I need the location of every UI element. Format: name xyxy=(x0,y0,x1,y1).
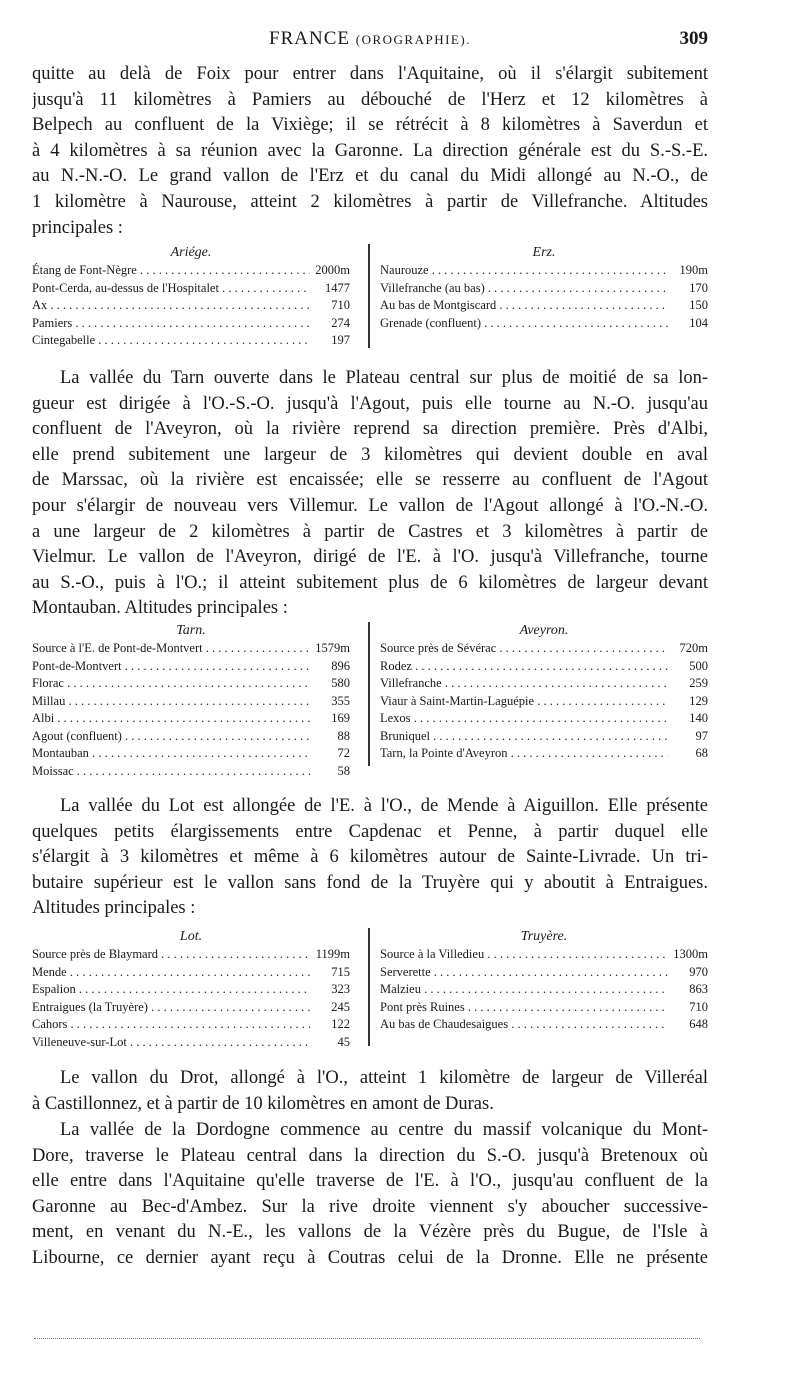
place-name: Villefranche (au bas) . . . xyxy=(380,280,668,298)
altitude-value: 648 xyxy=(689,1017,708,1031)
altitude-column-aveyron xyxy=(380,622,708,763)
place-name: Grenade (confluent) . . . xyxy=(380,315,668,333)
altitude-table-lot-truyere xyxy=(32,928,708,1054)
column-heading: Erz. xyxy=(532,245,556,260)
altitude-table-ariege-erz xyxy=(32,244,708,352)
altitude-row xyxy=(380,262,708,280)
text-line: à 4 kilomètres à sa réunion avec la Garonne. La direction générale est du S.-S.-E. xyxy=(32,140,708,161)
altitude-value: 720m xyxy=(679,641,708,655)
altitude-value: 170 xyxy=(689,280,708,295)
altitude-row xyxy=(32,999,350,1017)
running-title xyxy=(32,28,708,50)
altitude-value: 710 xyxy=(689,999,708,1014)
altitude-value: 58 xyxy=(337,763,350,778)
altitude-row xyxy=(32,946,350,964)
altitude-row xyxy=(380,315,708,333)
text-line: au N.-N.-O. Le grand vallon de l'Erz et du canal du Midi allongé au N.-O., de xyxy=(32,166,708,187)
place-name: Étang de Font-Nègre . . . xyxy=(32,262,310,280)
place-name: Pont près Ruines . . . xyxy=(380,999,668,1017)
text-line: Le vallon du Drot, allongé à l'O., atteint 1 kilomètre de largeur de Villeréal xyxy=(60,1068,708,1088)
place-name: Montauban . . . xyxy=(32,745,310,763)
altitude-value: 122 xyxy=(331,1017,350,1031)
text-line: elle entre dans l'Aquitaine qu'elle traverse de l'E. à l'O., jusqu'au confluent de la xyxy=(32,1171,708,1192)
altitude-row xyxy=(380,710,708,728)
altitude-row xyxy=(380,964,708,982)
altitude-rows xyxy=(380,946,708,1034)
place-name: Cintegabelle . . . xyxy=(32,332,310,350)
place-name: Serverette . . . xyxy=(380,964,668,982)
place-name: Rodez . . . xyxy=(380,658,668,676)
text-line: quelques petits élargissements entre Capdenac et Penne, à partir duquel elle xyxy=(32,821,708,842)
text-line: elle prend subitement une largeur de 3 kilomètres qui devient double en aval xyxy=(32,444,708,465)
altitude-table-tarn-aveyron xyxy=(32,622,708,782)
place-name: Agout (confluent) . . . xyxy=(32,728,310,746)
place-name: Albi . . . xyxy=(32,710,310,728)
altitude-value: 323 xyxy=(331,982,350,996)
altitude-row xyxy=(32,745,350,763)
place-name: Villefranche . . . xyxy=(380,675,668,693)
place-name: Pont-Cerda, au-dessus de l'Hospitalet . . . xyxy=(32,280,310,298)
altitude-column-ariege xyxy=(32,244,350,350)
place-name: Pont-de-Montvert . . . xyxy=(32,658,310,676)
altitude-row xyxy=(32,763,350,781)
altitude-row xyxy=(380,1016,708,1034)
altitude-value: 129 xyxy=(689,693,708,708)
altitude-row xyxy=(32,728,350,746)
altitude-value: 140 xyxy=(689,711,708,725)
altitude-value: 1199m xyxy=(315,947,350,961)
altitude-value: 72 xyxy=(337,746,350,760)
running-header xyxy=(32,28,708,56)
text-line: La vallée de la Dordogne commence au centre du massif volcanique du Mont- xyxy=(60,1120,708,1140)
place-name: Viaur à Saint-Martin-Laguépie . . . xyxy=(380,693,668,711)
altitude-value: 1579m xyxy=(315,641,350,655)
header-subtitle: (OROGRAPHIE). xyxy=(355,32,471,47)
altitude-value: 197 xyxy=(331,333,350,347)
text-line: 1 kilomètre à Naurouse, atteint 2 kilomètres à partir de Villefranche. Altitudes xyxy=(32,191,708,212)
column-heading: Lot. xyxy=(179,929,203,944)
altitude-row xyxy=(380,693,708,711)
altitude-row xyxy=(32,280,350,298)
altitude-value: 500 xyxy=(689,658,708,673)
altitude-row xyxy=(380,640,708,658)
place-name: Tarn, la Pointe d'Aveyron . . . xyxy=(380,745,668,763)
place-name: Malzieu . . . xyxy=(380,981,668,999)
altitude-row xyxy=(32,315,350,333)
altitude-value: 45 xyxy=(337,1034,350,1049)
altitude-column-lot xyxy=(32,928,350,1051)
text-line: confluent de l'Aveyron, où la rivière reprend sa direction première. Près d'Albi, xyxy=(32,419,708,440)
place-name: Espalion . . . xyxy=(32,981,310,999)
altitude-value: 88 xyxy=(337,728,350,743)
column-divider xyxy=(368,928,370,1046)
altitude-value: 97 xyxy=(695,728,708,743)
altitude-row xyxy=(32,1034,350,1052)
column-divider xyxy=(368,244,370,348)
altitude-row xyxy=(380,297,708,315)
altitude-row xyxy=(380,675,708,693)
text-line: pour s'élargir de nouveau vers Villemur. Le vallon de l'Agout allongé à l'O.-N.-O. xyxy=(32,495,708,516)
altitude-row xyxy=(32,693,350,711)
altitude-row xyxy=(380,658,708,676)
altitude-value: 580 xyxy=(331,676,350,690)
text-line: Garonne au Bec-d'Ambez. Sur la rive droite viennent s'y aboucher successive- xyxy=(32,1196,708,1217)
text-line: ment, en venant du N.-E., les vallons de la Vézère près du Bugue, de l'Isle à xyxy=(32,1222,708,1243)
text-line: de Marssac, où la rivière est encaissée; elle se resserre au confluent de l'Agout xyxy=(32,470,708,491)
place-name: Villeneuve-sur-Lot . . . xyxy=(32,1034,310,1052)
altitude-rows xyxy=(380,640,708,763)
altitude-row xyxy=(32,1016,350,1034)
text-line: butaire supérieur est le vallon sans fond de la Truyère qui y aboutit à Entraigues. xyxy=(32,872,708,893)
text-line: Dore, traverse le Plateau central dans la direction du S.-O. jusqu'à Bretenoux où xyxy=(32,1145,708,1166)
place-name: Florac . . . xyxy=(32,675,310,693)
altitude-value: 863 xyxy=(689,982,708,996)
altitude-column-tarn xyxy=(32,622,350,780)
place-name: Millau . . . xyxy=(32,693,310,711)
place-name: Source à la Villedieu . . . xyxy=(380,946,668,964)
place-name: Au bas de Chaudesaigues . . . xyxy=(380,1016,668,1034)
text-line: La vallée du Tarn ouverte dans le Plateau central sur plus de moitié de sa lon- xyxy=(60,368,708,388)
altitude-value: 970 xyxy=(689,964,708,979)
place-name: Mende . . . xyxy=(32,964,310,982)
altitude-row xyxy=(32,297,350,315)
altitude-value: 104 xyxy=(689,315,708,330)
altitude-value: 274 xyxy=(331,315,350,330)
altitude-value: 2000m xyxy=(315,263,350,277)
altitude-value: 355 xyxy=(331,693,350,708)
place-name: Naurouze . . . xyxy=(380,262,668,280)
altitude-row xyxy=(32,262,350,280)
altitude-rows xyxy=(32,640,350,780)
text-line: quitte au delà de Foix pour entrer dans l'Aquitaine, où il s'élargit subitement xyxy=(32,64,708,84)
header-title: FRANCE xyxy=(269,28,350,49)
place-name: Ax . . . xyxy=(32,297,310,315)
place-name: Entraigues (la Truyère) . . . xyxy=(32,999,310,1017)
altitude-column-truyere xyxy=(380,928,708,1034)
altitude-row xyxy=(32,710,350,728)
altitude-row xyxy=(32,640,350,658)
altitude-value: 259 xyxy=(689,676,708,690)
paragraph-ariege xyxy=(32,62,708,241)
altitude-row xyxy=(380,981,708,999)
altitude-row xyxy=(32,964,350,982)
altitude-rows xyxy=(380,262,708,332)
text-line: Altitudes principales : xyxy=(32,898,196,919)
altitude-rows xyxy=(32,262,350,350)
place-name: Source près de Sévérac . . . xyxy=(380,640,668,658)
altitude-row xyxy=(32,675,350,693)
text-line: Montauban. Altitudes principales : xyxy=(32,598,288,619)
altitude-row xyxy=(380,745,708,763)
text-line: jusqu'à 11 kilomètres à Pamiers au débouché de l'Herz et 12 kilomètres à xyxy=(32,89,708,110)
altitude-row xyxy=(32,658,350,676)
text-line: La vallée du Lot est allongée de l'E. à l'O., de Mende à Aiguillon. Elle présente xyxy=(60,796,708,816)
text-line: s'élargit à 3 kilomètres et même à 6 kilomètres autour de Sainte-Livrade. Un tri- xyxy=(32,847,708,868)
altitude-row xyxy=(380,999,708,1017)
place-name: Source près de Blaymard . . . xyxy=(32,946,310,964)
altitude-value: 150 xyxy=(689,298,708,312)
place-name: Pamiers . . . xyxy=(32,315,310,333)
place-name: Bruniquel . . . xyxy=(380,728,668,746)
text-line: a une largeur de 2 kilomètres à partir de Castres et 3 kilomètres à partir de xyxy=(32,521,708,542)
text-line: Belpech au confluent de la Vixiège; il se rétrécit à 8 kilomètres à Saverdun et xyxy=(32,115,708,136)
paragraph-lot xyxy=(32,794,708,922)
altitude-value: 710 xyxy=(331,298,350,312)
paragraph-drot xyxy=(32,1066,708,1117)
place-name: Lexos . . . xyxy=(380,710,668,728)
altitude-row xyxy=(380,280,708,298)
altitude-rows xyxy=(32,946,350,1051)
text-line: à Castillonnez, et à partir de 10 kilomètres en amont de Duras. xyxy=(32,1093,494,1114)
paragraph-tarn xyxy=(32,366,708,622)
altitude-value: 245 xyxy=(331,999,350,1014)
page-number: 309 xyxy=(679,28,708,49)
altitude-row xyxy=(32,332,350,350)
altitude-value: 896 xyxy=(331,658,350,673)
altitude-column-erz xyxy=(380,244,708,332)
footer-dotted-rule xyxy=(34,1338,700,1339)
altitude-value: 68 xyxy=(695,746,708,760)
altitude-value: 1477 xyxy=(325,280,350,295)
paragraph-dordogne xyxy=(32,1118,708,1272)
column-heading: Ariége. xyxy=(170,245,212,260)
altitude-row xyxy=(380,728,708,746)
text-line: Vielmur. Le vallon de l'Aveyron, dirigé de l'E. à l'O. jusqu'à Villefranche, tourne xyxy=(32,547,708,568)
column-heading: Truyère. xyxy=(520,929,568,944)
altitude-row xyxy=(380,946,708,964)
altitude-value: 715 xyxy=(331,964,350,979)
altitude-row xyxy=(32,981,350,999)
place-name: Cahors . . . xyxy=(32,1016,310,1034)
column-heading: Tarn. xyxy=(176,623,206,638)
altitude-value: 1300m xyxy=(673,947,708,961)
place-name: Source à l'E. de Pont-de-Montvert . . . xyxy=(32,640,310,658)
text-line: gueur est dirigée à l'O.-S.-O. jusqu'à l'Agout, puis elle tourne au N.-O. jusqu'au xyxy=(32,393,708,414)
column-heading: Aveyron. xyxy=(519,623,569,638)
column-divider xyxy=(368,622,370,766)
text-line: Libourne, ce dernier ayant reçu à Coutras celui de la Dronne. Elle ne présente xyxy=(32,1247,708,1268)
text-line: au S.-O., puis à l'O.; il atteint subitement plus de 6 kilomètres de largeur devant xyxy=(32,572,708,593)
text-line: principales : xyxy=(32,217,123,238)
place-name: Moissac . . . xyxy=(32,763,310,781)
altitude-value: 190m xyxy=(679,263,708,277)
altitude-value: 169 xyxy=(331,711,350,725)
place-name: Au bas de Montgiscard . . . xyxy=(380,297,668,315)
